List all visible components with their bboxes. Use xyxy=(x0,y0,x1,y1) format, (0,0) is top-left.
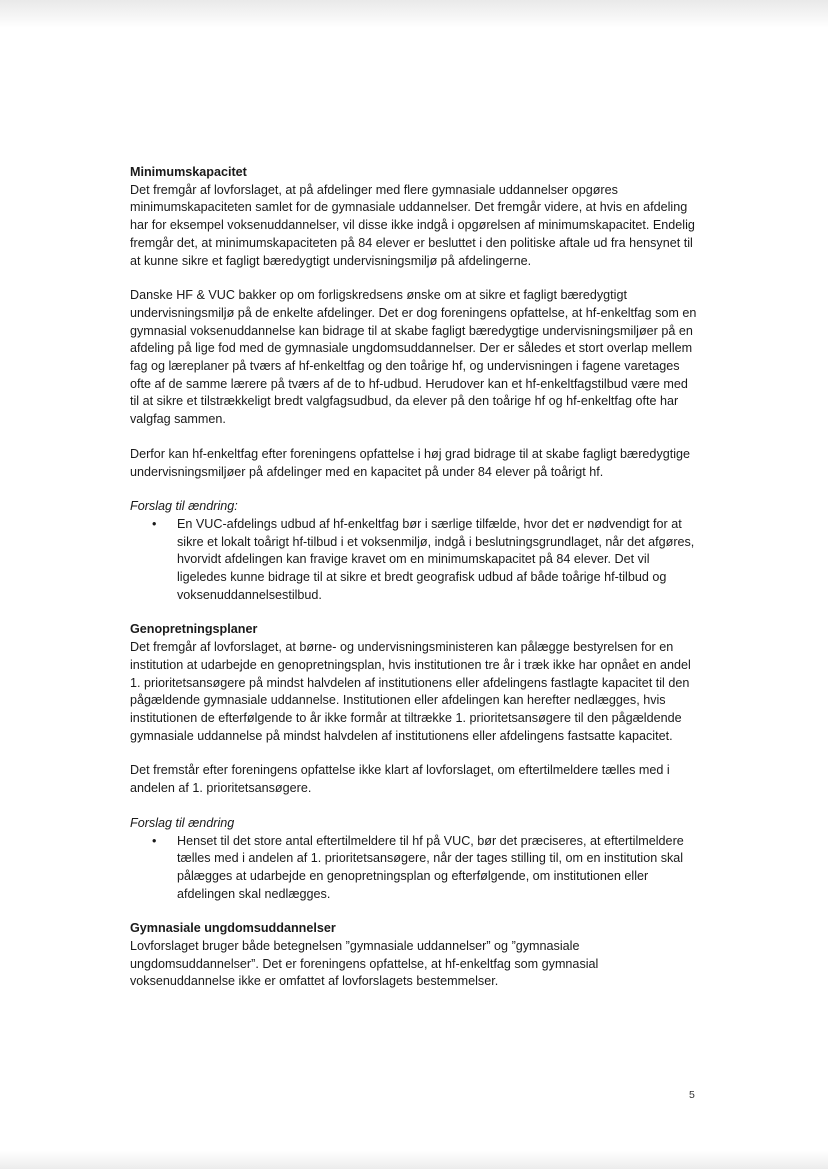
proposal-label: Forslag til ændring: xyxy=(130,499,238,514)
bullet-icon: • xyxy=(152,516,157,531)
scan-bottom-edge xyxy=(0,1151,828,1169)
list-item xyxy=(152,516,700,605)
proposal-label: Forslag til ændring xyxy=(130,815,235,830)
paragraph: Det fremgår af lovforslaget, at på afdelinger med flere gymnasiale uddannelser opgøres minimumskapaciteten samlet for de gymnasiale uddannelser. Det fremgår videre, at hvis en afdeling har for eksempel voksenuddannelser, vil disse ikke indgå i opgørelsen af minimumskapacitet. Endelig fremgår det, at minimumskapaciteten på 84 elever er besluttet i den politiske aftale ud fra hensynet til at kunne sikre et fagligt bæredygtigt undervisningsmiljø på afdelingerne. xyxy=(130,182,695,268)
list-item-text: Henset til det store antal eftertilmeldere til hf på VUC, bør det præciseres, at eftertilmeldere tælles med i andelen af 1. prioritetsansøgere, når der tages stilling til, om en institution skal pålægges at udarbejde en genopretningsplan og efterfølgende, om institutionen eller afdelingen skal nedlægges. xyxy=(177,833,684,901)
paragraph: Danske HF & VUC bakker op om forligskredsens ønske om at sikre et fagligt bæredygtigt undervisningsmiljø på de enkelte afdelinger. Det er dog foreningens opfattelse, at hf-enkeltfag som en gymnasial voksenuddannelse kan bidrage til at skabe fagligt bæredygtige undervisningsmiljøer på en afdeling på lige fod med de gymnasiale ungdomsuddannelser. Der er således et stort overlap mellem fag og læreplaner på tværs af hf-enkeltfag og den toårige hf, og undervisningen i fagene varetages ofte af de samme lærere på tværs af de to hf-udbud. Herudover kan et hf-enkeltfagstilbud være med til at sikre et tilstrækkeligt bredt valgfagsudbud, da elever på den toårige hf og hf-enkeltfag ofte har valgfag sammen. xyxy=(130,288,697,427)
paragraph: Det fremstår efter foreningens opfattelse ikke klart af lovforslaget, om eftertilmeldere tælles med i andelen af 1. prioritetsansøgere. xyxy=(130,763,670,796)
proposal-list xyxy=(130,516,700,605)
list-item-text: En VUC-afdelings udbud af hf-enkeltfag bør i særlige tilfælde, hvor det er nødvendigt for at sikre et lokalt toårigt hf-tilbud i et voksenmiljø, indgå i beslutningsgrundlaget, når det afgøres, hvorvidt afdelingen kan fravige kravet om en minimumskapacitet på 84 elever. Det vil ligeledes kunne bidrage til at sikre et bredt geografisk udbud af både toårige hf-tilbud og voksenuddannelsestilbud. xyxy=(177,516,695,602)
proposal-list xyxy=(130,833,700,904)
heading-minimumskapacitet: Minimumskapacitet xyxy=(130,165,247,179)
heading-gymnasiale-ungdomsuddannelser: Gymnasiale ungdomsuddannelser xyxy=(130,921,336,936)
page-number: 5 xyxy=(689,1089,695,1101)
paragraph: Det fremgår af lovforslaget, at børne- og undervisningsministeren kan pålægge bestyrelsen for en institution at udarbejde en genopretningsplan, hvis institutionen tre år i træk ikke har opnået en andel 1. prioritetsansøgere på mindst halvdelen af institutionens eller afdelingens fastlagte kapacitet til den pågældende gymnasiale uddannelse. Institutionen eller afdelingen kan herefter nedlægges, hvis institutionen de efterfølgende to år ikke formår at tiltrække 1. prioritetsansøgere til den pågældende gymnasiale uddannelse på mindst halvdelen af institutionens eller afdelingens fastsatte kapacitet. xyxy=(130,640,691,743)
bullet-icon: • xyxy=(152,833,157,848)
paragraph: Derfor kan hf-enkeltfag efter foreningens opfattelse i høj grad bidrage til at skabe fagligt bæredygtige undervisningsmiljøer på afdelinger med en kapacitet på under 84 elever på toårigt hf. xyxy=(130,446,691,479)
heading-genopretningsplaner: Genopretningsplaner xyxy=(130,622,258,637)
paragraph: Lovforslaget bruger både betegnelsen ”gymnasiale uddannelser” og ”gymnasiale ungdomsuddannelser”. Det er foreningens opfattelse, at hf-enkeltfag som gymnasial voksenuddannelse ikke er omfattet af lovforslagets bestemmelser. xyxy=(130,939,599,989)
page-body xyxy=(130,164,700,991)
list-item xyxy=(152,833,700,904)
scan-top-edge xyxy=(0,0,828,28)
